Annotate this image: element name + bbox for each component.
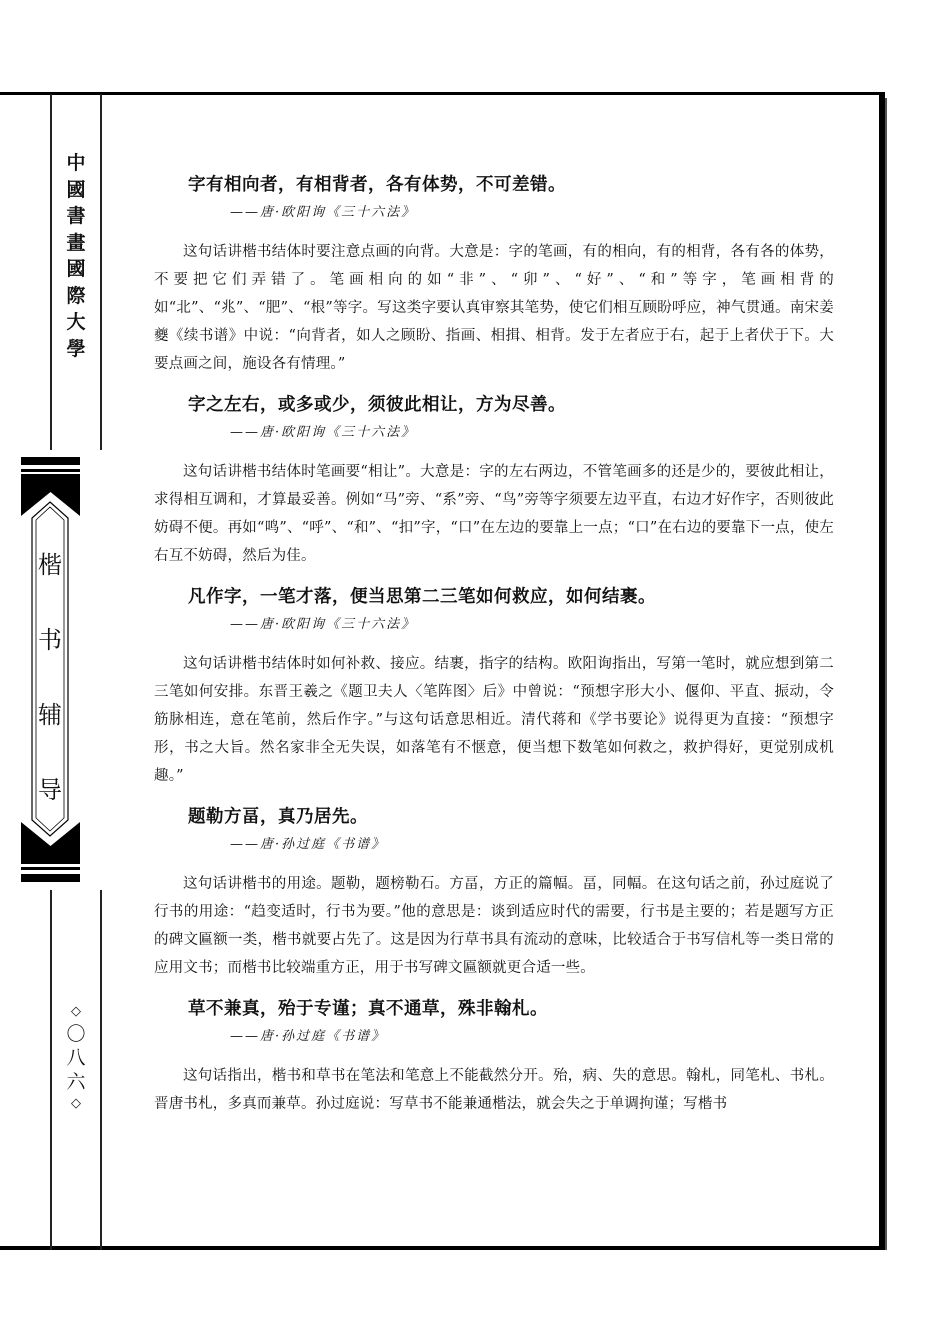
spine-bar-bottom-1 [21,867,80,870]
entry [154,582,834,790]
spine-line-right [100,94,102,450]
entry [154,390,834,570]
entry-source: ——唐·孙过庭《书谱》 [230,1029,387,1044]
spine-bar-top-1 [21,457,80,465]
spine-line-left-lower [50,890,52,1250]
entry-quote: 草不兼真，殆于专谨；真不通草，殊非翰札。 [188,999,548,1019]
page-number: ◇ 〇 八 六 ◇ [66,1004,86,1111]
entry-quote: 题勒方畐，真乃居先。 [188,807,368,827]
entry-source: ——唐·孙过庭《书谱》 [230,837,387,852]
spine-cap-bottom [21,822,80,864]
entry-explanation: 这句话讲楷书结体时如何补救、接应。结裹，指字的结构。欧阳询指出，写第一笔时，就应想到第二三笔如何安排。东晋王羲之《题卫夫人〈笔阵图〉后》中曾说：“预想字形大小、偃仰、平直、振动，令筋脉相连，意在笔前，然后作字。”与这句话意思相近。清代蒋和《学书要论》说得更为直接：“预想字形，书之大旨。然名家非全无失误，如落笔有不惬意，便当想下数笔如何救之，救护得好，更觉别成机趣。” [154,656,834,784]
entry-quote: 字有相向者，有相背者，各有体势，不可差错。 [188,175,566,195]
entry-source: ——唐·欧阳询《三十六法》 [230,205,417,220]
page-frame-top [0,92,884,95]
entry [154,802,834,982]
entry [154,170,834,378]
entry-quote: 凡作字，一笔才落，便当思第二三笔如何救应，如何结裹。 [188,587,656,607]
entry-quote: 字之左右，或多或少，须彼此相让，方为尽善。 [188,395,566,415]
entry-explanation: 这句话讲楷书的用途。题勒，题榜勒石。方畐，方正的篇幅。畐，同幅。在这句话之前，孙过庭说了行书的用途：“趋变适时，行书为要。”他的意思是：谈到适应时代的需要，行书是主要的；若是题写方正的碑文匾额一类，楷书就要占先了。这是因为行草书具有流动的意味，比较适合于书写信札等一类日常的应用文书；而楷书比较端重方正，用于书写碑文匾额就更合适一些。 [154,876,834,976]
spine-bar-top-2 [21,469,80,472]
page-frame-bottom [0,1246,884,1250]
entry [154,994,834,1118]
main-content [154,170,834,1130]
page-frame-shadow [885,98,887,1250]
entry-source: ——唐·欧阳询《三十六法》 [230,617,417,632]
entry-explanation: 这句话讲楷书结体时要注意点画的向背。大意是：字的笔画，有的相向，有的相背，各有各的体势，不要把它们弄错了。笔画相向的如“非”、“卯”、“好”、“和”等字，笔画相背的如“北”、“兆”、“肥”、“根”等字。写这类字要认真审察其笔势，使它们相互顾盼呼应，神气贯通。南宋姜夔《续书谱》中说：“向背者，如人之顾盼、指画、相揖、相背。发于左者应于右，起于上者伏于下。大要点画之间，施设各有情理。” [154,244,834,372]
spine-line-left [50,94,52,450]
spine-line-right-lower [100,890,102,1250]
entry-explanation: 这句话讲楷书结体时笔画要“相让”。大意是：字的左右两边，不管笔画多的还是少的，要彼此相让，求得相互调和，才算最妥善。例如“马”旁、“系”旁、“鸟”旁等字须要左边平直，右边才好作字，否则彼此妨碍不便。再如“鸣”、“呼”、“和”、“扣”字，“口”在左边的要靠上一点；“口”在右边的要靠下一点，使左右互不妨碍，然后为佳。 [154,464,834,564]
spine-book-title: 楷 书 辅 导 [38,551,62,804]
spine-series-title: 中 國 書 畫 國 際 大 學 [66,152,86,360]
entry-explanation: 这句话指出，楷书和草书在笔法和笔意上不能截然分开。殆，病、失的意思。翰札，同笔札、书札。晋唐书札，多真而兼草。孙过庭说：写草书不能兼通楷法，就会失之于单调拘谨；写楷书 [154,1068,834,1112]
spine-bar-bottom-2 [21,874,80,882]
entry-source: ——唐·欧阳询《三十六法》 [230,425,417,440]
